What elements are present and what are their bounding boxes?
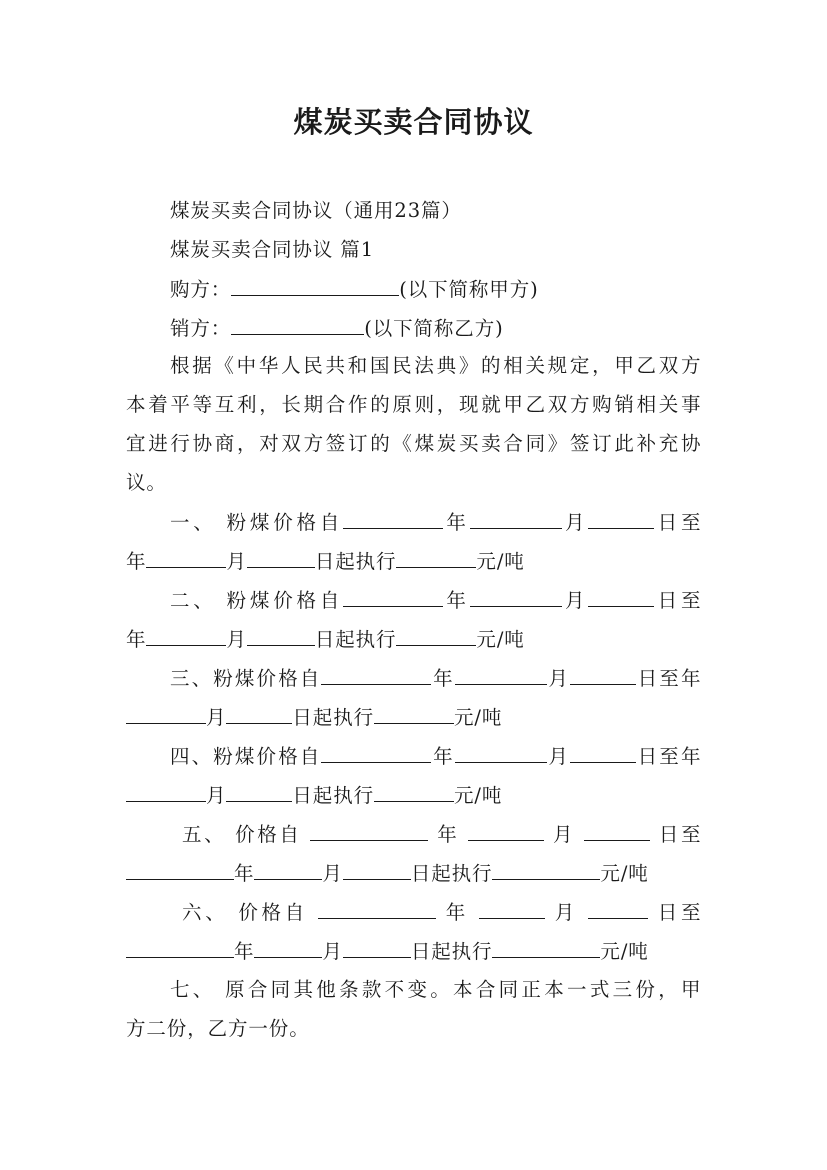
day-start-word: 日起执行 [314, 550, 397, 573]
end-month-blank[interactable] [146, 624, 226, 646]
start-month-blank[interactable] [455, 663, 547, 685]
start-year-blank[interactable] [343, 585, 443, 607]
year-word: 年 [443, 511, 470, 534]
clause-6-line-1 [182, 897, 701, 928]
end-month-blank[interactable] [254, 858, 322, 880]
clause-3-line-1 [170, 663, 701, 694]
year-word: 年 [431, 745, 455, 768]
start-month-blank[interactable] [470, 585, 562, 607]
clause-2-line-1 [170, 585, 701, 616]
price-blank[interactable] [492, 858, 600, 880]
day-start-word: 日起执行 [314, 628, 397, 651]
year-word: 年 [126, 550, 147, 573]
start-day-blank[interactable] [570, 741, 636, 763]
document-subtitle: 煤炭买卖合同协议（通用23篇） [170, 199, 462, 222]
unit-word: 元/吨 [454, 706, 503, 729]
day-start-word: 日起执行 [410, 940, 493, 963]
start-month-blank[interactable] [470, 507, 562, 529]
end-month-blank[interactable] [146, 546, 226, 568]
end-day-blank[interactable] [247, 624, 315, 646]
end-day-blank[interactable] [226, 780, 292, 802]
intro-line: 本着平等互利，长期合作的原则，现就甲乙双方购销相关事 [126, 393, 701, 416]
day-start-word: 日起执行 [292, 706, 375, 729]
clause-3-line-2 [126, 702, 502, 733]
month-word: 月 [554, 901, 578, 924]
clause-number: 一、 [170, 511, 217, 534]
month-word: 月 [322, 940, 343, 963]
month-word: 月 [546, 745, 571, 768]
end-month-blank[interactable] [126, 780, 206, 802]
month-word: 月 [561, 511, 589, 534]
year-word: 年 [431, 667, 455, 690]
buyer-suffix: (以下简称甲方) [399, 278, 539, 301]
start-month-blank[interactable] [468, 819, 544, 841]
month-word: 月 [561, 589, 589, 612]
intro-line: 议。 [126, 471, 167, 494]
start-year-blank[interactable] [321, 741, 431, 763]
clause-4-line-1 [170, 741, 701, 772]
day-to-year-word: 日至年 [636, 667, 701, 690]
clause-4-line-2 [126, 780, 502, 811]
clause-number: 三、 [170, 667, 214, 690]
intro-line: 宜进行协商，对双方签订的《煤炭买卖合同》签订此补充协 [126, 432, 701, 455]
clause-number: 六、 [182, 901, 229, 924]
end-month-blank[interactable] [126, 702, 206, 724]
clause-label: 价格自 [238, 901, 308, 924]
end-day-blank[interactable] [343, 936, 411, 958]
month-word: 月 [322, 862, 343, 885]
unit-word: 元/吨 [600, 862, 649, 885]
month-word: 月 [206, 706, 227, 729]
start-month-blank[interactable] [455, 741, 547, 763]
start-day-blank[interactable] [588, 585, 654, 607]
price-blank[interactable] [374, 780, 454, 802]
year-word: 年 [445, 901, 469, 924]
unit-word: 元/吨 [454, 784, 503, 807]
day-start-word: 日起执行 [292, 784, 375, 807]
end-day-blank[interactable] [226, 702, 292, 724]
clause-6-line-2 [126, 936, 649, 967]
year-word: 年 [234, 940, 255, 963]
buyer-name-blank[interactable] [231, 274, 399, 296]
seller-name-blank[interactable] [231, 313, 364, 335]
year-word: 年 [437, 823, 460, 846]
end-year-blank[interactable] [126, 858, 234, 880]
price-blank[interactable] [492, 936, 600, 958]
document-title: 煤炭买卖合同协议 [293, 105, 534, 139]
month-word: 月 [206, 784, 227, 807]
price-blank[interactable] [396, 624, 476, 646]
day-to-word: 日至 [657, 901, 701, 924]
price-blank[interactable] [396, 546, 476, 568]
start-day-blank[interactable] [570, 663, 636, 685]
year-word: 年 [234, 862, 255, 885]
closing-line: 方二份，乙方一份。 [126, 1017, 310, 1040]
clause-label: 粉煤价格自 [213, 745, 322, 768]
day-start-word: 日起执行 [410, 862, 493, 885]
end-year-blank[interactable] [126, 936, 234, 958]
buyer-line [170, 274, 539, 305]
clause-5-line-1 [182, 819, 701, 850]
clause-number: 二、 [170, 589, 217, 612]
start-year-blank[interactable] [318, 897, 436, 919]
clause-5-line-2 [126, 858, 649, 889]
clause-label: 粉煤价格自 [226, 511, 344, 534]
clause-number: 五、 [182, 823, 227, 846]
day-to-word: 日至 [654, 589, 701, 612]
start-month-blank[interactable] [479, 897, 545, 919]
clause-label: 粉煤价格自 [226, 589, 344, 612]
end-day-blank[interactable] [343, 858, 411, 880]
year-word: 年 [126, 628, 147, 651]
seller-line [170, 313, 504, 344]
clause-1-line-1 [170, 507, 701, 538]
start-year-blank[interactable] [321, 663, 431, 685]
unit-word: 元/吨 [476, 550, 525, 573]
unit-word: 元/吨 [600, 940, 649, 963]
clause-label: 粉煤价格自 [213, 667, 322, 690]
year-word: 年 [443, 589, 470, 612]
start-year-blank[interactable] [310, 819, 428, 841]
seller-suffix: (以下简称乙方) [364, 317, 504, 340]
clause-number: 四、 [170, 745, 214, 768]
start-day-blank[interactable] [584, 819, 650, 841]
start-year-blank[interactable] [343, 507, 443, 529]
seller-label: 销方： [170, 317, 232, 340]
buyer-label: 购方： [170, 278, 232, 301]
clause-2-line-2 [126, 624, 525, 655]
month-word: 月 [546, 667, 571, 690]
section-heading: 煤炭买卖合同协议 篇1 [170, 238, 375, 261]
start-day-blank[interactable] [588, 507, 654, 529]
month-word: 月 [226, 628, 247, 651]
end-month-blank[interactable] [254, 936, 322, 958]
day-to-word: 日至 [654, 511, 701, 534]
clause-1-line-2 [126, 546, 525, 577]
clause-label: 价格自 [235, 823, 302, 846]
day-to-year-word: 日至年 [636, 745, 701, 768]
month-word: 月 [226, 550, 247, 573]
end-day-blank[interactable] [247, 546, 315, 568]
start-day-blank[interactable] [588, 897, 648, 919]
price-blank[interactable] [374, 702, 454, 724]
month-word: 月 [553, 823, 576, 846]
intro-line: 根据《中华人民共和国民法典》的相关规定，甲乙双方 [170, 354, 701, 377]
closing-line: 七、 原合同其他条款不变。本合同正本一式三份，甲 [170, 978, 701, 1001]
day-to-word: 日至 [658, 823, 702, 846]
unit-word: 元/吨 [476, 628, 525, 651]
